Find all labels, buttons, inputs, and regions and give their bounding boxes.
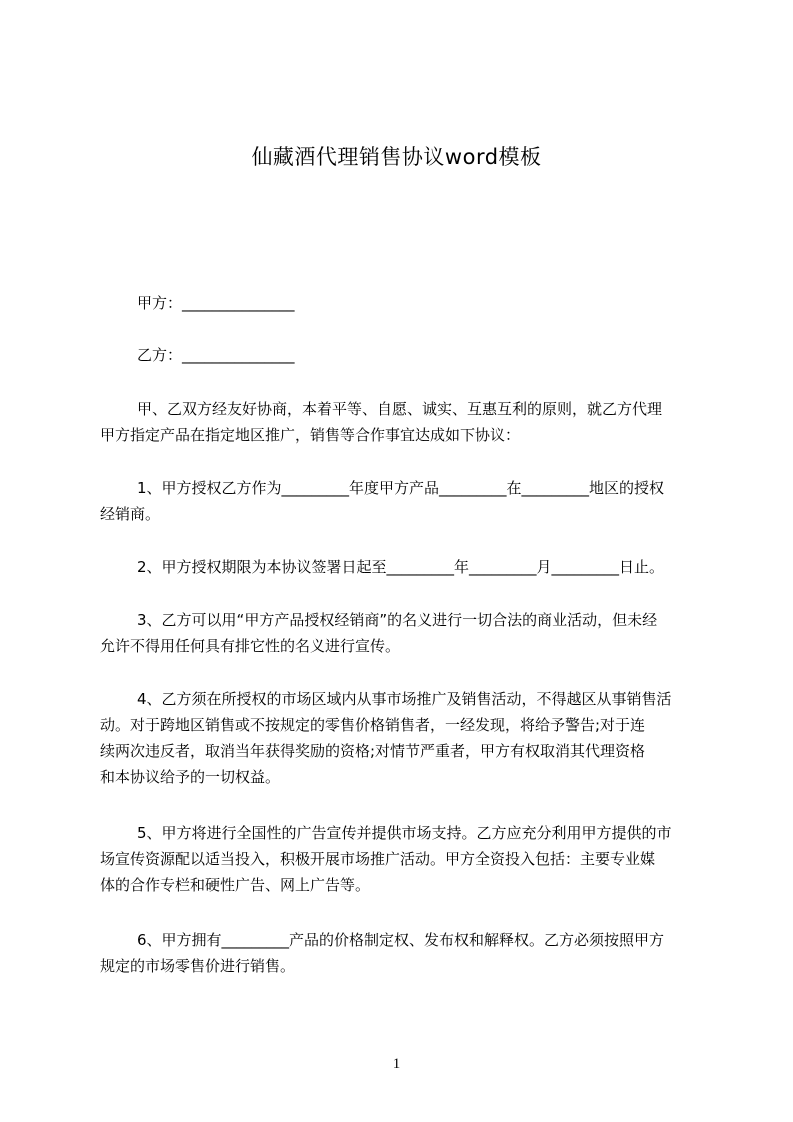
clause-2-line-1: 2、甲方授权期限为本协议签署日起至_________年_________月_________日止。 (137, 558, 665, 576)
clause-4-line-3: 续两次违反者，取消当年获得奖励的资格;对情节严重者，甲方有权取消其代理资格 (100, 742, 646, 760)
clause-4 (100, 686, 712, 790)
clause-5-line-1: 5、甲方将进行全国性的广告宣传并提供市场支持。乙方应充分利用甲方提供的市 (137, 824, 672, 842)
party-b-line: 乙方：_______________ (137, 346, 295, 364)
clause-5-line-3: 体的合作专栏和硬性广告、网上广告等。 (100, 876, 371, 894)
clause-6-line-1: 6、甲方拥有_________产品的价格制定权、发布权和解释权。乙方必须按照甲方 (137, 931, 665, 949)
clause-4-line-1: 4、乙方须在所授权的市场区域内从事市场推广及销售活动，不得越区从事销售活 (137, 690, 672, 708)
clause-2 (100, 554, 712, 580)
document-title: 仙藏酒代理销售协议word模板 (251, 145, 542, 169)
clause-6-line-2: 规定的市场零售价进行销售。 (100, 957, 296, 975)
clause-4-line-4: 和本协议给予的一切权益。 (100, 768, 281, 786)
clause-5 (100, 820, 712, 898)
clause-4-line-2: 动。对于跨地区销售或不按规定的零售价格销售者，一经发现，将给予警告;对于连 (100, 716, 646, 734)
intro-paragraph (100, 396, 712, 448)
clause-3-line-2: 允许不得用任何具有排它性的名义进行宣传。 (100, 637, 401, 655)
clause-3-line-1: 3、乙方可以用“甲方产品授权经销商”的名义进行一切合法的商业活动，但未经 (137, 611, 658, 629)
clause-1 (100, 475, 712, 527)
party-a-line: 甲方：_______________ (137, 294, 295, 312)
clause-6 (100, 927, 712, 979)
clause-1-line-2: 经销商。 (100, 505, 161, 523)
clause-3 (100, 607, 712, 659)
page-number: 1 (392, 1056, 401, 1072)
clause-5-line-2: 场宣传资源配以适当投入，积极开展市场推广活动。甲方全资投入包括：主要专业媒 (100, 850, 656, 868)
intro-line-1: 甲、乙双方经友好协商，本着平等、自愿、诚实、互惠互利的原则，就乙方代理 (137, 400, 663, 418)
clause-1-line-1: 1、甲方授权乙方作为_________年度甲方产品_________在_________地区的授权 (137, 479, 665, 497)
intro-line-2: 甲方指定产品在指定地区推广，销售等合作事宜达成如下协议： (100, 426, 521, 444)
